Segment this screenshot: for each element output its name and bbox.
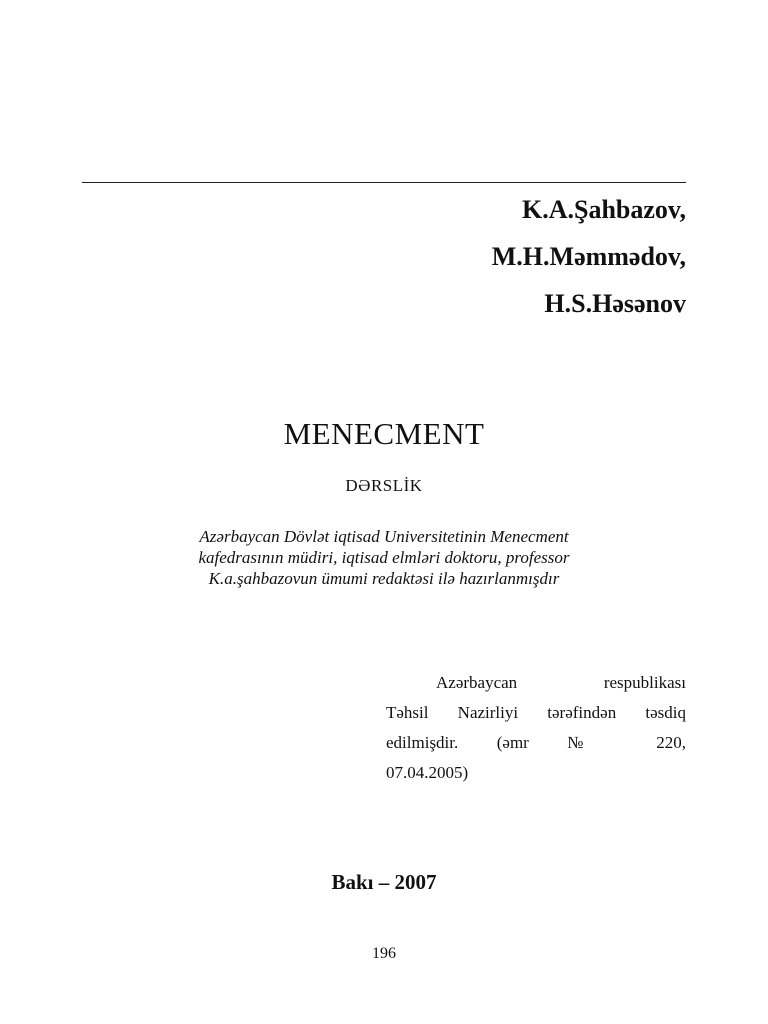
editorial-line: K.a.şahbazovun ümumi redaktəsi ilə hazırlanmışdır bbox=[208, 569, 560, 588]
approval-note bbox=[386, 668, 686, 788]
author-list bbox=[492, 186, 686, 327]
editorial-line: Azərbaycan Dövlət iqtisad Universitetinin Menecment bbox=[199, 527, 569, 546]
editorial-line: kafedrasının müdiri, iqtisad elmləri doktoru, professor bbox=[198, 548, 570, 567]
author-name: H.S.Həsənov bbox=[544, 289, 686, 318]
page-number: 196 bbox=[372, 945, 396, 962]
author-name: M.H.Məmmədov, bbox=[491, 242, 686, 271]
book-subtitle: DƏRSLİK bbox=[345, 476, 423, 495]
approval-line: Azərbaycan respublikası bbox=[436, 673, 686, 692]
approval-line: Təhsil Nazirliyi tərəfindən təsdiq bbox=[386, 703, 686, 722]
approval-line: edilmişdir. (əmr № 220, bbox=[386, 733, 686, 752]
header-rule bbox=[82, 182, 686, 183]
publication-place-year: Bakı – 2007 bbox=[331, 870, 437, 894]
book-title: MENECMENT bbox=[283, 416, 485, 451]
editorial-note bbox=[134, 526, 634, 589]
author-name: K.A.Şahbazov, bbox=[522, 195, 686, 224]
approval-line: 07.04.2005) bbox=[386, 763, 469, 782]
